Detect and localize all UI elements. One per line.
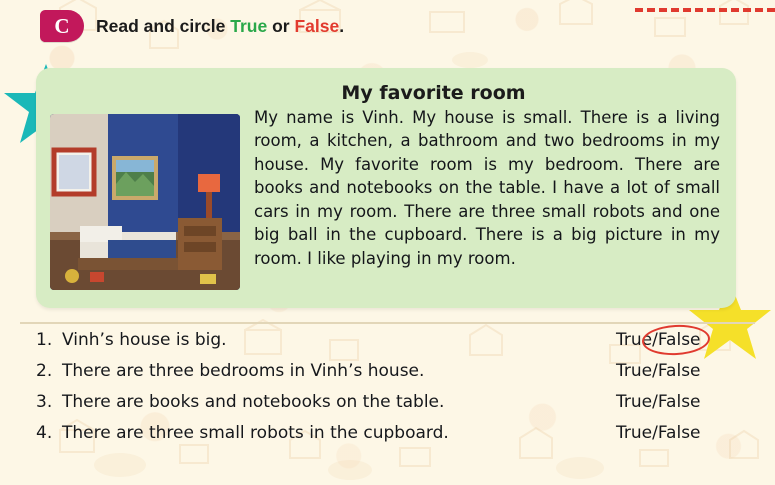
reading-panel — [36, 68, 736, 308]
question-text: Vinh’s house is big. — [62, 330, 227, 350]
answer-label: True/False — [616, 392, 701, 412]
question-number: 2. — [36, 361, 53, 381]
instruction-true-word: True — [230, 15, 268, 36]
reading-body — [36, 104, 736, 290]
instruction-text — [96, 16, 344, 37]
question-text: There are three bedrooms in Vinh’s house. — [62, 361, 425, 381]
answer-label: True/False — [616, 423, 701, 443]
instruction-false-word: False — [294, 15, 340, 36]
instruction-middle: or — [267, 15, 295, 36]
bedroom-photo — [50, 114, 240, 290]
question-number: 1. — [36, 330, 53, 350]
question-number: 4. — [36, 423, 53, 443]
exercise-header — [40, 10, 344, 42]
answer-choice-2[interactable] — [614, 361, 736, 381]
question-text: There are three small robots in the cupboard. — [62, 423, 449, 443]
reading-title: My favorite room — [341, 82, 526, 104]
answer-choice-1[interactable] — [614, 330, 736, 350]
question-number: 3. — [36, 392, 53, 412]
question-row-2 — [36, 361, 736, 392]
reading-paragraph: My name is Vinh. My house is small. There is a living room, a kitchen, a bathroom and two bedrooms in my house. My favorite room is my bedroom. There are books and notebooks on the table. I have a lot of small cars in my room. There are three small robots and one big ball in the cupboard. There is a big picture in my room. I like playing in my room. — [254, 108, 720, 268]
answer-choice-4[interactable] — [614, 423, 736, 443]
decorative-dashed-line — [635, 8, 775, 22]
questions-list — [36, 330, 736, 454]
exercise-badge-c: C — [40, 10, 84, 42]
answer-label: True/False — [616, 330, 701, 350]
answer-choice-3[interactable] — [614, 392, 736, 412]
question-row-3 — [36, 392, 736, 423]
instruction-prefix: Read and circle — [96, 15, 231, 36]
section-divider — [20, 322, 755, 324]
question-row-4 — [36, 423, 736, 454]
question-row-1 — [36, 330, 736, 361]
answer-label: True/False — [616, 361, 701, 381]
instruction-suffix: . — [339, 15, 345, 36]
question-text: There are books and notebooks on the table. — [62, 392, 445, 412]
